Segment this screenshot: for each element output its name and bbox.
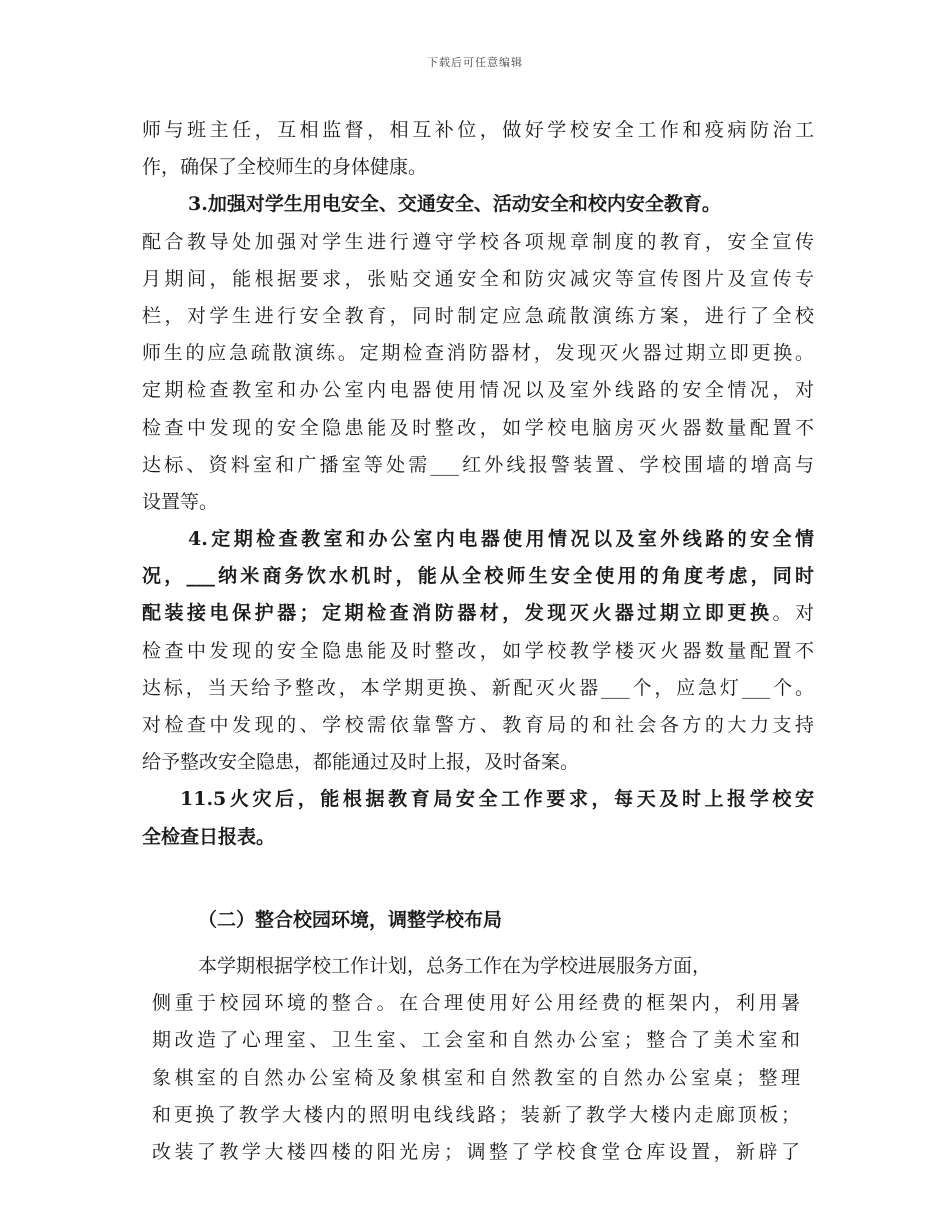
text-line: 给予整改安全隐患，都能通过及时上报，及时备案。 xyxy=(142,751,580,774)
text-line: 检查中发现的安全隐患能及时整改，如学校电脑房灭火器数量配置不 xyxy=(142,416,814,439)
text-line: 定期检查教室和办公室内电器使用情况以及室外线路的安全情况，对 xyxy=(142,379,814,402)
text-line: 期改造了心理室、卫生室、工会室和自然办公室；整合了美术室和 xyxy=(152,1029,800,1052)
item-3-title: 3.加强对学生用电安全、交通安全、活动安全和校内安全教育。 xyxy=(188,193,721,216)
text-line: 象棋室的自然办公室椅及象棋室和自然教室的自然办公室桌；整理 xyxy=(152,1066,800,1089)
text-line: 达标、资料室和广播室等处需___红外线报警装置、学校围墙的增高与 xyxy=(142,453,814,476)
text-line: 侧重于校园环境的整合。在合理使用好公用经费的框架内，利用暑 xyxy=(152,992,800,1015)
text-line: 改装了教学大楼四楼的阳光房；调整了学校食堂仓库设置，新辟了 xyxy=(152,1140,800,1163)
text-line: 配合教导处加强对学生进行遵守学校各项规章制度的教育，安全宣传 xyxy=(142,230,814,253)
text-line: 对检查中发现的、学校需依靠警方、教育局的和社会各方的大力支持 xyxy=(142,714,814,736)
page-header: 下载后可任意编辑 xyxy=(427,56,523,69)
document-body xyxy=(142,112,814,856)
section-heading: （二）整合校园环境，调整学校布局 xyxy=(198,909,503,931)
text-line: 设置等。 xyxy=(142,490,219,513)
section-2 xyxy=(152,900,800,1171)
item-11-5-title: 11.5火灾后，能根据教育局安全工作要求，每天及时上报学校安 xyxy=(180,788,814,811)
text-line: 月期间，能根据要求，张贴交通安全和防灾减灾等宣传图片及宣传专 xyxy=(142,267,814,290)
text-line: 师与班主任，互相监督，相互补位，做好学校安全工作和疫病防治工 xyxy=(142,119,814,141)
item-11-5-title-cont: 全检查日报表。 xyxy=(142,825,276,848)
text-line: 达标，当天给予整改，本学期更换、新配灭火器___个，应急灯___个。 xyxy=(142,676,814,699)
bold-span: 配装接电保护器；定期检查消防器材，发现灭火器过期立即更换 xyxy=(142,602,773,625)
text-line: 和更换了教学大楼内的照明电线线路；装新了教学大楼内走廊顶板； xyxy=(152,1103,800,1126)
text-line: 师生的应急疏散演练。定期检查消防器材，发现灭火器过期立即更换。 xyxy=(142,342,814,365)
text-line: 作，确保了全校师生的身体健康。 xyxy=(142,156,428,179)
text-line: 栏，对学生进行安全教育，同时制定应急疏散演练方案，进行了全校 xyxy=(142,304,814,327)
text-line-mixed xyxy=(142,595,814,632)
text-line: 检查中发现的安全隐患能及时整改，如学校教学楼灭火器数量配置不 xyxy=(142,639,814,662)
text-line: 本学期根据学校工作计划，总务工作在为学校进展服务方面， xyxy=(198,955,712,977)
item-4-title: 4.定期检查教室和办公室内电器使用情况以及室外线路的安全情 xyxy=(188,528,814,551)
normal-span: 。对 xyxy=(772,602,814,625)
item-4-title-cont: 况，___纳米商务饮水机时，能从全校师生安全使用的角度考虑，同时 xyxy=(142,565,814,588)
